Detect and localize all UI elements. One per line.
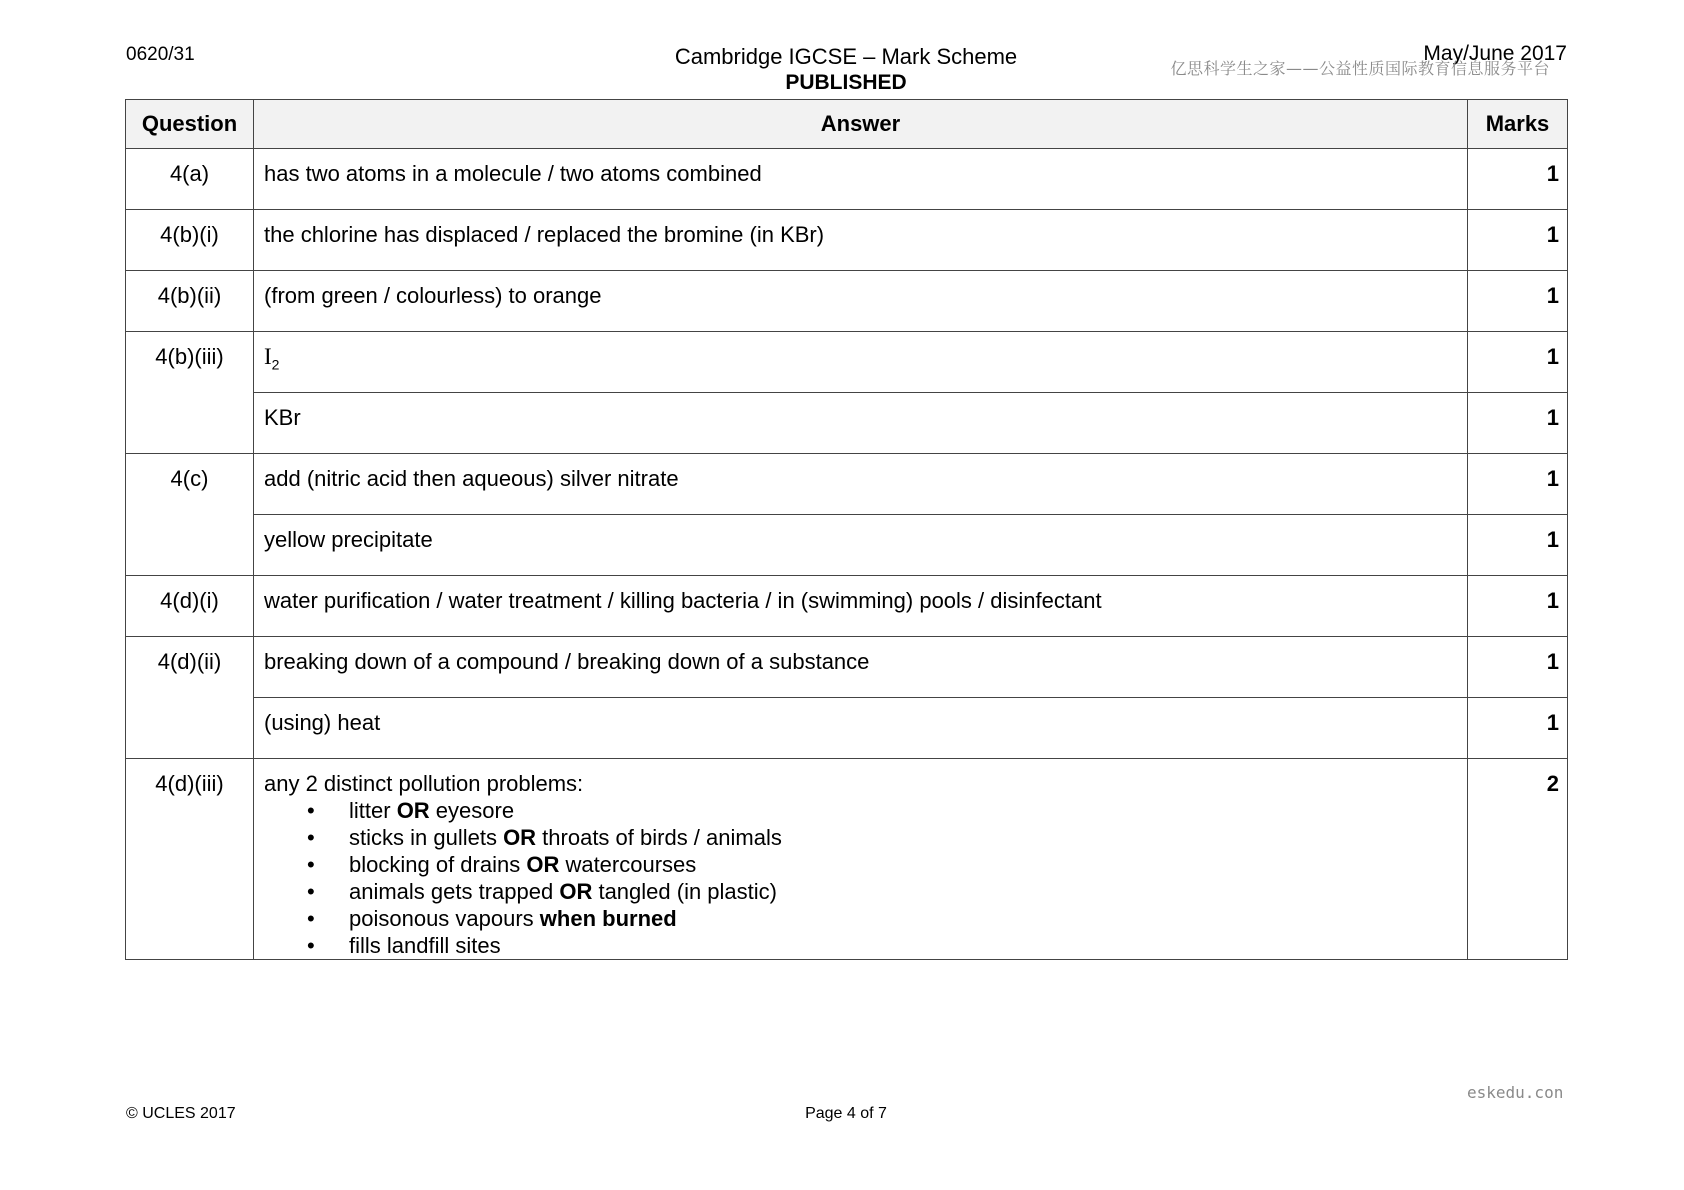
pollution-list [264, 797, 1457, 959]
marks-cell: 1 [1468, 698, 1568, 759]
marks-cell: 1 [1468, 576, 1568, 637]
question-cell: 4(b)(iii) [126, 332, 254, 454]
list-item: • sticks in gullets OR throats of birds / animals [307, 825, 782, 850]
watermark-footer: eskedu.con [1467, 1083, 1564, 1102]
column-header-answer: Answer [254, 100, 1468, 149]
question-cell: 4(d)(iii) [126, 759, 254, 960]
list-item: • fills landfill sites [307, 933, 501, 958]
question-cell: 4(b)(ii) [126, 271, 254, 332]
exam-code: 0620/31 [126, 44, 195, 65]
marks-cell: 1 [1468, 637, 1568, 698]
answer-cell: add (nitric acid then aqueous) silver nitrate [254, 454, 1468, 515]
table-row [126, 576, 1568, 637]
question-cell: 4(d)(i) [126, 576, 254, 637]
table-row [126, 149, 1568, 210]
answer-cell: water purification / water treatment / killing bacteria / in (swimming) pools / disinfectant [254, 576, 1468, 637]
question-cell: 4(d)(ii) [126, 637, 254, 759]
answer-cell [254, 759, 1468, 960]
watermark-header: 亿思科学生之家——公益性质国际教育信息服务平台 [1170, 59, 1550, 78]
bullet-icon: • [307, 879, 315, 904]
list-item: • blocking of drains OR watercourses [307, 852, 697, 877]
answer-cell: yellow precipitate [254, 515, 1468, 576]
answer-cell: (from green / colourless) to orange [254, 271, 1468, 332]
document-title: Cambridge IGCSE – Mark Scheme [674, 44, 1018, 69]
bullet-icon: • [307, 906, 315, 931]
column-header-question: Question [126, 100, 254, 149]
copyright: © UCLES 2017 [126, 1105, 236, 1122]
table-row [126, 759, 1568, 960]
answer-cell: KBr [254, 393, 1468, 454]
answer-cell: breaking down of a compound / breaking down of a substance [254, 637, 1468, 698]
published-label: PUBLISHED [785, 71, 907, 94]
table-row [126, 332, 1568, 393]
page-number: Page 4 of 7 [805, 1105, 887, 1122]
table-row [126, 271, 1568, 332]
marks-cell: 1 [1468, 332, 1568, 393]
table-row [126, 515, 1568, 576]
list-item: • animals gets trapped OR tangled (in plastic) [307, 879, 777, 904]
table-row [126, 393, 1568, 454]
document-title-block [546, 44, 1146, 96]
marks-cell: 1 [1468, 454, 1568, 515]
question-cell: 4(b)(i) [126, 210, 254, 271]
marks-cell: 1 [1468, 393, 1568, 454]
table-header-row [126, 100, 1568, 149]
exam-session: May/June 2017 [1423, 42, 1567, 65]
bullet-icon: • [307, 798, 315, 823]
column-header-marks: Marks [1468, 100, 1568, 149]
mark-scheme-table [125, 99, 1568, 960]
marks-cell: 2 [1468, 759, 1568, 960]
list-item: • litter OR eyesore [307, 798, 515, 823]
table-row [126, 637, 1568, 698]
marks-cell: 1 [1468, 515, 1568, 576]
answer-cell: the chlorine has displaced / replaced the bromine (in KBr) [254, 210, 1468, 271]
marks-cell: 1 [1468, 149, 1568, 210]
answer-cell [254, 332, 1468, 393]
bullet-icon: • [307, 852, 315, 877]
table-row [126, 454, 1568, 515]
bullet-icon: • [307, 825, 315, 850]
answer-cell: has two atoms in a molecule / two atoms combined [254, 149, 1468, 210]
answer-cell: (using) heat [254, 698, 1468, 759]
list-item: • poisonous vapours when burned [307, 906, 677, 931]
question-cell: 4(c) [126, 454, 254, 576]
question-cell: 4(a) [126, 149, 254, 210]
marks-cell: 1 [1468, 271, 1568, 332]
iodine-formula: $I_2$ [264, 344, 280, 373]
table-row [126, 210, 1568, 271]
answer-intro: any 2 distinct pollution problems: [264, 771, 584, 796]
table-row [126, 698, 1568, 759]
marks-cell: 1 [1468, 210, 1568, 271]
bullet-icon: • [307, 933, 315, 958]
